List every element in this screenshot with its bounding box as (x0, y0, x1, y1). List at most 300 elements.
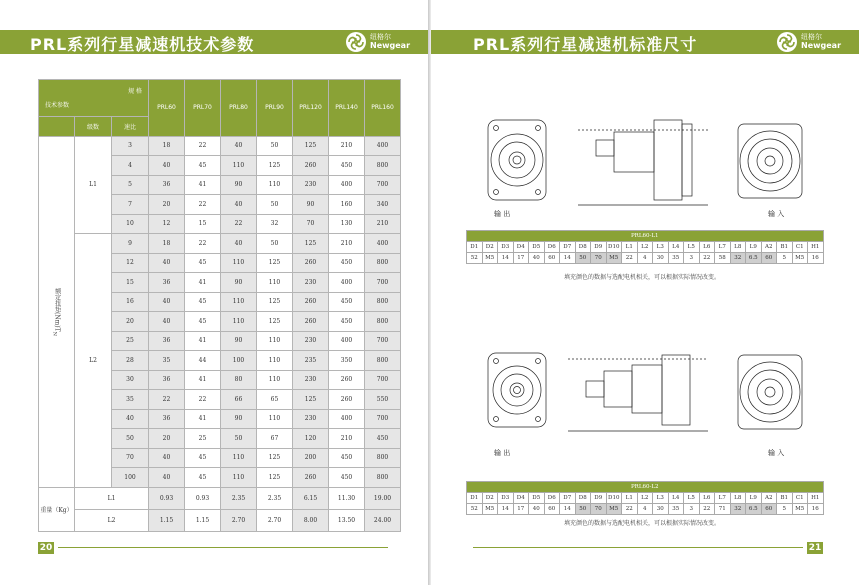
dim-value: 3 (684, 253, 700, 264)
dim-value: 32 (730, 253, 746, 264)
model-header: PRL120 (293, 80, 329, 137)
torque-cell: 45 (185, 253, 221, 273)
torque-cell: 41 (185, 273, 221, 293)
weight-cell: 0.93 (185, 487, 221, 509)
dim-value: 4 (637, 504, 653, 515)
weight-stage: L1 (75, 487, 149, 509)
dim-header: D1 (467, 242, 483, 253)
torque-cell: 450 (329, 156, 365, 176)
dim-header: L5 (684, 493, 700, 504)
torque-cell: 340 (365, 195, 401, 215)
torque-cell: 110 (257, 273, 293, 293)
dim-header: D8 (575, 493, 591, 504)
dim-value: 35 (668, 504, 684, 515)
model-header: PRL160 (365, 80, 401, 137)
reducer-drawing-l2 (468, 345, 828, 445)
torque-label (39, 136, 75, 487)
ratio-cell: 15 (112, 273, 149, 293)
torque-cell: 230 (293, 331, 329, 351)
torque-cell: 45 (185, 468, 221, 488)
torque-cell: 230 (293, 370, 329, 390)
torque-cell: 22 (185, 136, 221, 156)
weight-cell: 2.70 (257, 509, 293, 531)
torque-cell: 90 (221, 175, 257, 195)
ratio-cell: 3 (112, 136, 149, 156)
torque-cell: 450 (329, 312, 365, 332)
torque-cell: 400 (329, 409, 365, 429)
torque-cell: 260 (293, 156, 329, 176)
torque-cell: 125 (293, 390, 329, 410)
torque-cell: 90 (221, 273, 257, 293)
torque-cell: 36 (149, 273, 185, 293)
dim-value: 60 (761, 253, 777, 264)
torque-cell: 44 (185, 351, 221, 371)
dim-value: 40 (529, 504, 545, 515)
input-caption: 输 入 (768, 210, 785, 218)
weight-cell: 1.15 (185, 509, 221, 531)
torque-cell: 700 (365, 273, 401, 293)
torque-cell: 800 (365, 253, 401, 273)
dim-header: D2 (482, 242, 498, 253)
dim-value: 32 (730, 504, 746, 515)
torque-cell: 110 (257, 175, 293, 195)
stage-header: 级数 (75, 117, 112, 137)
dim-value: 14 (560, 253, 576, 264)
dim-header: D3 (498, 242, 514, 253)
torque-cell: 41 (185, 370, 221, 390)
torque-cell: 125 (257, 156, 293, 176)
right-page-title: PRL系列行星减速机标准尺寸 (473, 35, 698, 54)
right-footer (431, 542, 859, 554)
torque-cell: 22 (185, 234, 221, 254)
dim-header: L4 (668, 242, 684, 253)
torque-cell: 90 (221, 331, 257, 351)
dim-value: 5 (777, 253, 793, 264)
footer-rule (58, 547, 388, 548)
torque-cell: 25 (185, 429, 221, 449)
dim-header: C1 (792, 493, 808, 504)
torque-cell: 40 (149, 292, 185, 312)
dim-header: D6 (544, 242, 560, 253)
dim-value: M5 (482, 504, 498, 515)
dim-value: 52 (467, 504, 483, 515)
stage-cell: L1 (75, 136, 112, 234)
torque-cell: 230 (293, 409, 329, 429)
dim-header: D6 (544, 493, 560, 504)
dim-value: 71 (715, 504, 731, 515)
dim-value: 22 (699, 253, 715, 264)
dim-value: 40 (529, 253, 545, 264)
torque-cell: 210 (329, 234, 365, 254)
logo-english: Newgear (801, 41, 842, 50)
dim-header: D4 (513, 493, 529, 504)
torque-cell: 41 (185, 331, 221, 351)
table-row (39, 136, 401, 156)
torque-cell: 45 (185, 448, 221, 468)
swirl-logo-icon (777, 32, 797, 52)
weight-cell: 8.00 (293, 509, 329, 531)
torque-cell: 130 (329, 214, 365, 234)
torque-cell: 90 (221, 409, 257, 429)
table-row (39, 234, 401, 254)
weight-cell: 2.35 (221, 487, 257, 509)
dim-header: L8 (730, 242, 746, 253)
dim-value: 14 (560, 504, 576, 515)
dim-value: 22 (699, 504, 715, 515)
torque-cell: 210 (365, 214, 401, 234)
left-footer (0, 542, 428, 554)
dim-value: 22 (622, 504, 638, 515)
dim-header: D8 (575, 242, 591, 253)
torque-cell: 18 (149, 234, 185, 254)
dim-header: B1 (777, 242, 793, 253)
ratio-cell: 30 (112, 370, 149, 390)
torque-cell: 100 (221, 351, 257, 371)
ratio-cell: 28 (112, 351, 149, 371)
torque-cell: 800 (365, 468, 401, 488)
dim-header: L9 (746, 493, 762, 504)
torque-cell: 22 (221, 214, 257, 234)
note-l1: 填充颜色的数据与选配电机相关，可以根据实际情况改变。 (563, 274, 720, 281)
weight-cell: 19.00 (365, 487, 401, 509)
dim-table-title: PRL60-L2 (467, 482, 824, 493)
dim-value: M5 (792, 504, 808, 515)
dim-header: D3 (498, 493, 514, 504)
spec-table (38, 79, 401, 532)
dim-value: 16 (808, 253, 824, 264)
dim-value: 14 (498, 504, 514, 515)
dim-header: D7 (560, 242, 576, 253)
torque-cell: 110 (221, 448, 257, 468)
torque-cell: 700 (365, 409, 401, 429)
dim-header: L2 (637, 242, 653, 253)
torque-cell: 110 (257, 409, 293, 429)
weight-label: 重量（Kg） (39, 487, 75, 531)
ratio-cell: 5 (112, 175, 149, 195)
dim-header: L1 (622, 493, 638, 504)
dim-value: 14 (498, 253, 514, 264)
dim-value: 22 (622, 253, 638, 264)
torque-cell: 125 (257, 253, 293, 273)
torque-cell: 125 (257, 448, 293, 468)
torque-cell: 125 (257, 292, 293, 312)
torque-cell: 50 (257, 136, 293, 156)
ratio-cell: 40 (112, 409, 149, 429)
torque-cell: 35 (149, 351, 185, 371)
weight-row (39, 509, 401, 531)
torque-cell: 36 (149, 409, 185, 429)
torque-cell: 20 (149, 195, 185, 215)
torque-cell: 40 (149, 312, 185, 332)
torque-cell: 450 (329, 253, 365, 273)
weight-cell: 2.70 (221, 509, 257, 531)
ratio-cell: 7 (112, 195, 149, 215)
dim-value: 60 (761, 504, 777, 515)
ratio-cell: 100 (112, 468, 149, 488)
dim-value: 58 (715, 253, 731, 264)
reducer-drawing-l1 (468, 110, 828, 225)
right-header-bar (431, 30, 859, 54)
ratio-header: 速比 (112, 117, 149, 137)
dim-value: 50 (575, 253, 591, 264)
torque-cell: 66 (221, 390, 257, 410)
torque-cell: 110 (257, 331, 293, 351)
torque-cell: 400 (329, 175, 365, 195)
torque-cell: 90 (293, 195, 329, 215)
output-caption: 输 出 (494, 210, 511, 218)
torque-cell: 15 (185, 214, 221, 234)
torque-cell: 700 (365, 370, 401, 390)
torque-cell: 50 (257, 195, 293, 215)
torque-cell: 36 (149, 331, 185, 351)
dim-value: 17 (513, 253, 529, 264)
corner-spec-label: 规 格 (128, 88, 142, 95)
ratio-cell: 50 (112, 429, 149, 449)
dim-value: 35 (668, 253, 684, 264)
torque-cell: 260 (293, 312, 329, 332)
dim-table-l2 (466, 481, 824, 515)
torque-cell: 110 (221, 253, 257, 273)
torque-cell: 260 (293, 292, 329, 312)
torque-cell: 125 (257, 312, 293, 332)
torque-cell: 67 (257, 429, 293, 449)
dim-header: B1 (777, 493, 793, 504)
dim-header: L6 (699, 242, 715, 253)
dim-value: 60 (544, 504, 560, 515)
brand-logo-right (777, 31, 847, 53)
dim-header: D4 (513, 242, 529, 253)
torque-cell: 230 (293, 273, 329, 293)
dim-value: 4 (637, 253, 653, 264)
dim-value: 6.5 (746, 504, 762, 515)
model-header: PRL70 (185, 80, 221, 137)
torque-cell: 40 (221, 195, 257, 215)
dim-value: 3 (684, 504, 700, 515)
torque-cell: 50 (257, 234, 293, 254)
logo-chinese: 纽格尔 (801, 33, 822, 41)
weight-cell: 24.00 (365, 509, 401, 531)
torque-cell: 110 (257, 370, 293, 390)
torque-cell: 22 (185, 195, 221, 215)
torque-cell: 41 (185, 175, 221, 195)
torque-cell: 235 (293, 351, 329, 371)
torque-cell: 550 (365, 390, 401, 410)
torque-cell: 450 (365, 429, 401, 449)
torque-cell: 800 (365, 156, 401, 176)
dim-value: 70 (591, 253, 607, 264)
left-page-title: PRL系列行星减速机技术参数 (30, 35, 255, 54)
torque-cell: 400 (329, 331, 365, 351)
dim-header: L1 (622, 242, 638, 253)
dim-header: A2 (761, 242, 777, 253)
torque-cell: 800 (365, 351, 401, 371)
weight-stage: L2 (75, 509, 149, 531)
dim-header: H1 (808, 493, 824, 504)
ratio-cell: 20 (112, 312, 149, 332)
torque-cell: 400 (365, 234, 401, 254)
torque-cell: 50 (221, 429, 257, 449)
torque-cell: 260 (293, 253, 329, 273)
weight-cell: 1.15 (149, 509, 185, 531)
torque-cell: 32 (257, 214, 293, 234)
weight-row (39, 487, 401, 509)
torque-cell: 70 (293, 214, 329, 234)
torque-cell: 160 (329, 195, 365, 215)
dim-value: 16 (808, 504, 824, 515)
torque-cell: 120 (293, 429, 329, 449)
dim-table-title: PRL60-L1 (467, 231, 824, 242)
ratio-cell: 4 (112, 156, 149, 176)
dim-header: L3 (653, 242, 669, 253)
torque-cell: 110 (221, 468, 257, 488)
torque-cell: 41 (185, 409, 221, 429)
torque-cell: 230 (293, 175, 329, 195)
page-number: 21 (808, 543, 822, 553)
torque-cell: 36 (149, 175, 185, 195)
output-caption: 输 出 (494, 449, 511, 457)
torque-cell: 40 (221, 234, 257, 254)
dim-header: L9 (746, 242, 762, 253)
torque-cell: 40 (221, 136, 257, 156)
ratio-cell: 9 (112, 234, 149, 254)
dim-header: C1 (792, 242, 808, 253)
dim-header: L2 (637, 493, 653, 504)
torque-cell: 40 (149, 468, 185, 488)
torque-cell: 260 (293, 468, 329, 488)
dim-header: D5 (529, 242, 545, 253)
torque-cell: 40 (149, 253, 185, 273)
header-blank (39, 117, 75, 137)
dim-header: D9 (591, 493, 607, 504)
torque-cell: 36 (149, 370, 185, 390)
model-header: PRL140 (329, 80, 365, 137)
weight-cell: 2.35 (257, 487, 293, 509)
torque-cell: 800 (365, 448, 401, 468)
torque-cell: 210 (329, 136, 365, 156)
torque-cell: 12 (149, 214, 185, 234)
dim-header: L4 (668, 493, 684, 504)
torque-cell: 400 (365, 136, 401, 156)
dim-header: D2 (482, 493, 498, 504)
torque-cell: 450 (329, 292, 365, 312)
dim-header: L7 (715, 242, 731, 253)
brand-logo (346, 31, 416, 53)
weight-cell: 11.30 (329, 487, 365, 509)
torque-cell: 45 (185, 312, 221, 332)
torque-cell: 800 (365, 292, 401, 312)
torque-cell: 210 (329, 429, 365, 449)
note-l2: 填充颜色的数据与选配电机相关，可以根据实际情况改变。 (563, 520, 720, 527)
stage-cell: L2 (75, 234, 112, 488)
torque-cell: 400 (329, 273, 365, 293)
dim-header: L3 (653, 493, 669, 504)
ratio-cell: 10 (112, 214, 149, 234)
ratio-cell: 16 (112, 292, 149, 312)
logo-english: Newgear (370, 41, 411, 50)
torque-cell: 110 (221, 292, 257, 312)
torque-cell: 700 (365, 175, 401, 195)
torque-cell: 450 (329, 448, 365, 468)
dim-value: 6.5 (746, 253, 762, 264)
torque-cell: 22 (185, 390, 221, 410)
model-header: PRL80 (221, 80, 257, 137)
dim-value: 30 (653, 253, 669, 264)
dim-value: 30 (653, 504, 669, 515)
torque-cell: 125 (293, 136, 329, 156)
logo-chinese: 纽格尔 (370, 33, 391, 41)
model-header: PRL60 (149, 80, 185, 137)
dim-table-l1 (466, 230, 824, 264)
torque-cell: 450 (329, 468, 365, 488)
torque-cell: 110 (221, 156, 257, 176)
torque-label-text: 额定扭矩(Nm)T (53, 287, 61, 332)
torque-cell: 18 (149, 136, 185, 156)
left-header-bar (0, 30, 428, 54)
weight-cell: 6.15 (293, 487, 329, 509)
dim-header: D10 (606, 242, 622, 253)
torque-cell: 45 (185, 156, 221, 176)
corner-param-label: 技术参数 (45, 102, 70, 109)
footer-rule (473, 547, 803, 548)
torque-cell: 700 (365, 331, 401, 351)
dim-header: L6 (699, 493, 715, 504)
dim-value: M5 (482, 253, 498, 264)
dim-header: A2 (761, 493, 777, 504)
torque-cell: 260 (329, 370, 365, 390)
torque-cell: 350 (329, 351, 365, 371)
torque-cell: 125 (293, 234, 329, 254)
torque-cell: 260 (329, 390, 365, 410)
torque-cell: 20 (149, 429, 185, 449)
dim-value: 52 (467, 253, 483, 264)
dim-header: L5 (684, 242, 700, 253)
dim-value: 17 (513, 504, 529, 515)
ratio-cell: 35 (112, 390, 149, 410)
torque-label-sub: N (51, 331, 58, 336)
torque-cell: 65 (257, 390, 293, 410)
dim-header: D9 (591, 242, 607, 253)
dim-value: 5 (777, 504, 793, 515)
dim-header: D10 (606, 493, 622, 504)
torque-cell: 40 (149, 448, 185, 468)
dim-value: M5 (792, 253, 808, 264)
torque-cell: 800 (365, 312, 401, 332)
ratio-cell: 70 (112, 448, 149, 468)
torque-cell: 110 (257, 351, 293, 371)
torque-cell: 80 (221, 370, 257, 390)
torque-cell: 125 (257, 468, 293, 488)
torque-cell: 22 (149, 390, 185, 410)
torque-cell: 40 (149, 156, 185, 176)
input-caption: 输 入 (768, 449, 785, 457)
torque-cell: 200 (293, 448, 329, 468)
left-page (0, 0, 428, 585)
dim-header: D1 (467, 493, 483, 504)
dim-header: H1 (808, 242, 824, 253)
dim-header: D5 (529, 493, 545, 504)
ratio-cell: 25 (112, 331, 149, 351)
dim-header: D7 (560, 493, 576, 504)
dim-value: 50 (575, 504, 591, 515)
dim-header: L8 (730, 493, 746, 504)
dim-header: L7 (715, 493, 731, 504)
torque-cell: 110 (221, 312, 257, 332)
page-number: 20 (39, 543, 53, 553)
model-header: PRL90 (257, 80, 293, 137)
weight-cell: 13.50 (329, 509, 365, 531)
corner-header (39, 80, 149, 117)
dim-value: 70 (591, 504, 607, 515)
